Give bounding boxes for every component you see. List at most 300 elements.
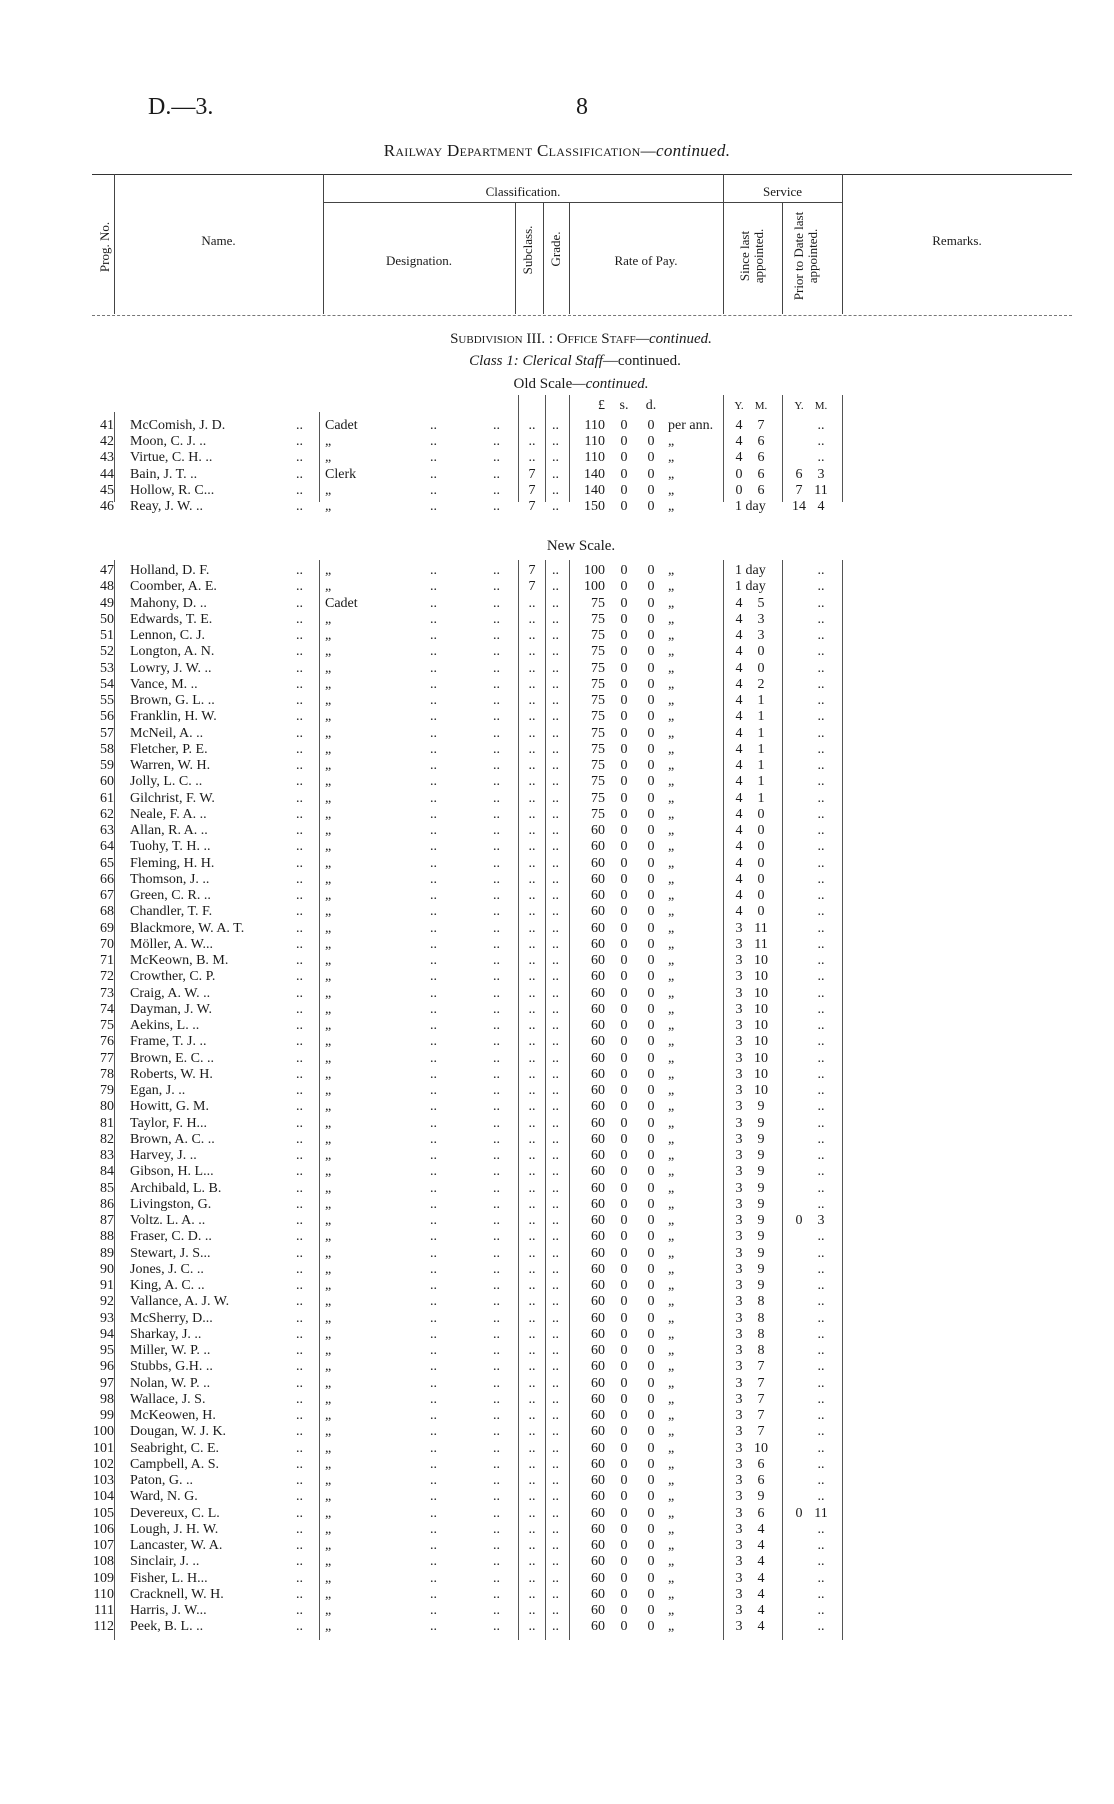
prog-no: 90: [100, 1261, 114, 1277]
rate-shillings: 0: [620, 450, 628, 466]
subclass: ..: [528, 1018, 536, 1033]
leader-dots: ..: [296, 1148, 303, 1163]
leader-dots: ..: [493, 434, 500, 450]
employee-name: Bain, J. T. ..: [130, 466, 198, 482]
rate-shillings: 0: [620, 1359, 628, 1375]
rate-pence: 0: [647, 1034, 655, 1050]
subclass: ..: [528, 1489, 536, 1505]
leader-dots: ..: [296, 709, 303, 725]
rate-period: „: [668, 1440, 675, 1456]
subclass: ..: [528, 1213, 536, 1228]
since-years: 4: [735, 693, 743, 708]
old-scale-title: Old Scale: [513, 376, 573, 392]
leader-dots: ..: [296, 1050, 303, 1066]
employee-name: Stewart, J. S...: [130, 1245, 211, 1261]
column-rule: [545, 560, 546, 1640]
since-months: 9: [757, 1164, 765, 1180]
designation: „: [325, 628, 332, 643]
table-row: [0, 1457, 1114, 1473]
leader-dots: ..: [493, 660, 500, 676]
since-years: 4: [735, 758, 743, 773]
rate-period: „: [668, 1538, 675, 1553]
employee-name: Devereux, C. L.: [130, 1505, 220, 1521]
employee-name: Cracknell, W. H.: [130, 1586, 224, 1602]
prior-months: ..: [817, 985, 825, 1001]
leader-dots: ..: [430, 1278, 437, 1293]
prog-no: 79: [100, 1083, 114, 1098]
prior-months: ..: [817, 888, 825, 903]
prog-no: 108: [93, 1554, 114, 1570]
subdivision-title: Subdivision III. : Office Staff: [450, 331, 636, 347]
leader-dots: ..: [430, 1310, 437, 1326]
rate-shillings: 0: [620, 1001, 628, 1017]
rate-pounds: 60: [591, 823, 605, 838]
leader-dots: ..: [430, 725, 437, 741]
employee-name: Archibald, L. B.: [130, 1180, 222, 1196]
rate-period: „: [668, 774, 675, 790]
rate-shillings: 0: [620, 888, 628, 903]
prior-months: ..: [817, 774, 825, 790]
rate-period: „: [668, 1359, 675, 1375]
designation: „: [325, 1408, 332, 1423]
employee-name: Gilchrist, F. W.: [130, 790, 215, 806]
rate-pence: 0: [647, 644, 655, 660]
leader-dots: ..: [430, 1391, 437, 1407]
rate-period: „: [668, 482, 675, 498]
employee-name: Dougan, W. J. K.: [130, 1424, 227, 1440]
prog-no: 107: [93, 1538, 114, 1553]
designation: „: [325, 693, 332, 708]
prog-no: 104: [93, 1489, 114, 1505]
leader-dots: ..: [430, 499, 437, 514]
rate-period: „: [668, 1083, 675, 1098]
leader-dots: ..: [493, 499, 500, 514]
subclass: ..: [528, 450, 536, 466]
column-rule: [114, 560, 115, 1640]
leader-dots: ..: [296, 1229, 303, 1245]
rate-shillings: 0: [620, 1229, 628, 1245]
grade: ..: [552, 579, 559, 595]
rate-pence: 0: [647, 1359, 655, 1375]
prog-no: 80: [100, 1099, 114, 1115]
rate-period: „: [668, 936, 675, 952]
since-months: 0: [757, 644, 765, 660]
leader-dots: ..: [493, 482, 500, 498]
rate-pounds: 75: [591, 725, 605, 741]
prior-months: ..: [817, 709, 825, 725]
subclass: ..: [528, 595, 536, 611]
employee-name: Howitt, G. M.: [130, 1099, 209, 1115]
grade: ..: [552, 725, 559, 741]
table-row: [0, 1424, 1114, 1440]
leader-dots: ..: [296, 1521, 303, 1537]
subclass: ..: [528, 1245, 536, 1261]
rate-period: „: [668, 709, 675, 725]
leader-dots: ..: [493, 563, 500, 578]
designation: „: [325, 644, 332, 660]
since-years: 3: [735, 1050, 743, 1066]
table-row: [0, 1262, 1114, 1278]
rate-pounds: 60: [591, 1489, 605, 1505]
designation: „: [325, 774, 332, 790]
prog-no: 92: [100, 1294, 114, 1310]
designation: „: [325, 1456, 332, 1472]
prior-months: ..: [817, 855, 825, 871]
designation: „: [325, 725, 332, 741]
rate-shillings: 0: [620, 693, 628, 708]
subclass: ..: [528, 904, 536, 920]
new-scale-heading: New Scale.: [546, 538, 616, 554]
leader-dots: ..: [296, 1196, 303, 1212]
subclass: ..: [528, 871, 536, 887]
grade: ..: [552, 628, 559, 643]
leader-dots: ..: [430, 1115, 437, 1131]
employee-name: Gibson, H. L...: [130, 1164, 214, 1180]
leader-dots: ..: [493, 1375, 500, 1391]
rate-pence: 0: [647, 434, 655, 450]
since-years: 4: [735, 839, 743, 855]
column-rule: [782, 395, 783, 502]
grade: ..: [552, 936, 559, 952]
rate-pence: 0: [647, 1066, 655, 1082]
rate-pence: 0: [647, 676, 655, 692]
leader-dots: ..: [296, 985, 303, 1001]
table-row: [0, 644, 1114, 660]
table-row: [0, 1051, 1114, 1067]
subclass: ..: [528, 969, 536, 985]
rate-shillings: 0: [620, 644, 628, 660]
subclass: ..: [528, 1294, 536, 1310]
rate-pence: 0: [647, 871, 655, 887]
leader-dots: ..: [430, 1359, 437, 1375]
rate-pounds: 60: [591, 1456, 605, 1472]
grade: ..: [552, 1570, 559, 1586]
table-row: [0, 709, 1114, 725]
designation: „: [325, 1001, 332, 1017]
employee-name: Jolly, L. C. ..: [130, 774, 203, 790]
prog-no: 112: [93, 1619, 114, 1635]
prior-months: ..: [817, 1083, 825, 1098]
grade: ..: [552, 1083, 559, 1098]
table-row: [0, 579, 1114, 595]
leader-dots: ..: [296, 1489, 303, 1505]
subclass: ..: [528, 1229, 536, 1245]
rate-pounds: 60: [591, 1278, 605, 1293]
since-years: 3: [735, 953, 743, 968]
leader-dots: ..: [493, 936, 500, 952]
prior-months: ..: [817, 904, 825, 920]
leader-dots: ..: [296, 676, 303, 692]
grade: ..: [552, 466, 559, 482]
grade: ..: [552, 1131, 559, 1147]
leader-dots: ..: [493, 806, 500, 822]
leader-dots: ..: [493, 888, 500, 903]
grade: ..: [552, 953, 559, 968]
column-rule: [782, 560, 783, 1640]
grade: ..: [552, 595, 559, 611]
prog-no: 68: [100, 904, 114, 920]
prior-months: ..: [817, 1424, 825, 1440]
since-months: 6: [757, 482, 765, 498]
employee-name: Stubbs, G.H. ..: [130, 1359, 213, 1375]
rate-period: „: [668, 1115, 675, 1131]
prior-months: ..: [817, 611, 825, 627]
employee-name: Sinclair, J. ..: [130, 1554, 200, 1570]
leader-dots: ..: [430, 563, 437, 578]
employee-name: Aekins, L. ..: [130, 1018, 200, 1033]
leader-dots: ..: [430, 920, 437, 936]
rate-shillings: 0: [620, 676, 628, 692]
rate-period: „: [668, 985, 675, 1001]
prog-no: 93: [100, 1310, 114, 1326]
rate-pounds: 140: [584, 466, 605, 482]
since-months: 8: [757, 1294, 765, 1310]
prior-months: ..: [817, 1131, 825, 1147]
rate-period: „: [668, 1554, 675, 1570]
prog-no: 76: [100, 1034, 114, 1050]
prior-months: ..: [817, 1050, 825, 1066]
grade: ..: [552, 1359, 559, 1375]
rate-period: „: [668, 758, 675, 773]
subclass: ..: [528, 1066, 536, 1082]
prior-months: ..: [817, 725, 825, 741]
since-months: 10: [754, 1083, 768, 1098]
prior-months: ..: [817, 450, 825, 466]
subclass: ..: [528, 1359, 536, 1375]
rate-period: „: [668, 1505, 675, 1521]
table-row: [0, 807, 1114, 823]
prog-no: 45: [100, 482, 114, 498]
since-years: 3: [735, 1619, 743, 1635]
since-years: 4: [735, 434, 743, 450]
rate-shillings: 0: [620, 1310, 628, 1326]
rate-pounds: 150: [584, 499, 605, 514]
leader-dots: ..: [296, 1619, 303, 1635]
leader-dots: ..: [430, 579, 437, 595]
leader-dots: ..: [430, 953, 437, 968]
rate-pence: 0: [647, 1619, 655, 1635]
table-row: [0, 1034, 1114, 1050]
since-years: 3: [735, 1278, 743, 1293]
subclass: ..: [528, 1343, 536, 1358]
header-remarks: Remarks.: [932, 233, 982, 248]
designation: „: [325, 709, 332, 725]
since-years: 3: [735, 1180, 743, 1196]
table-row: [0, 1522, 1114, 1538]
grade: ..: [552, 644, 559, 660]
employee-name: McComish, J. D.: [130, 418, 226, 433]
rate-shillings: 0: [620, 563, 628, 578]
designation: „: [325, 1375, 332, 1391]
leader-dots: ..: [493, 1278, 500, 1293]
leader-dots: ..: [493, 1554, 500, 1570]
prior-months: ..: [817, 1554, 825, 1570]
grade: ..: [552, 1245, 559, 1261]
rate-period: „: [668, 1310, 675, 1326]
rate-period: „: [668, 1603, 675, 1618]
rate-period: per ann.: [668, 418, 714, 433]
since-months: 7: [757, 1391, 765, 1407]
rate-pounds: 60: [591, 1538, 605, 1553]
designation: „: [325, 904, 332, 920]
rate-period: „: [668, 1391, 675, 1407]
grade: ..: [552, 1164, 559, 1180]
subclass: ..: [528, 1050, 536, 1066]
prog-no: 65: [100, 855, 114, 871]
leader-dots: ..: [430, 1034, 437, 1050]
prog-no: 66: [100, 871, 114, 887]
rate-period: „: [668, 725, 675, 741]
rate-period: „: [668, 1099, 675, 1115]
prog-no: 78: [100, 1066, 114, 1082]
prog-no: 51: [100, 628, 114, 643]
table-row: [0, 467, 1114, 483]
header-subclass: Subclass.: [520, 225, 535, 275]
grade: ..: [552, 660, 559, 676]
page-number: 8: [576, 94, 588, 120]
rate-shillings: 0: [620, 1424, 628, 1440]
leader-dots: ..: [493, 1066, 500, 1082]
rate-pence: 0: [647, 1408, 655, 1423]
prior-months: ..: [817, 660, 825, 676]
grade: ..: [552, 1424, 559, 1440]
unit-pounds: £: [598, 398, 605, 413]
rate-shillings: 0: [620, 806, 628, 822]
grade: ..: [552, 1294, 559, 1310]
rate-shillings: 0: [620, 1245, 628, 1261]
rate-pounds: 60: [591, 1261, 605, 1277]
prior-months: ..: [817, 1570, 825, 1586]
subclass: ..: [528, 660, 536, 676]
employee-name: Livingston, G.: [130, 1196, 212, 1212]
employee-name: Allan, R. A. ..: [130, 823, 208, 838]
rate-shillings: 0: [620, 466, 628, 482]
header-name: Name.: [201, 233, 236, 248]
since-years: 3: [735, 1213, 743, 1228]
leader-dots: ..: [493, 953, 500, 968]
prog-no: 52: [100, 644, 114, 660]
rate-shillings: 0: [620, 1440, 628, 1456]
grade: ..: [552, 1018, 559, 1033]
header-subrule: [323, 202, 842, 203]
rate-pounds: 60: [591, 871, 605, 887]
subclass: ..: [528, 953, 536, 968]
header-grade: Grade.: [548, 231, 563, 267]
table-row: [0, 1473, 1114, 1489]
prog-no: 58: [100, 741, 114, 757]
since-months: 10: [754, 953, 768, 968]
prog-no: 62: [100, 806, 114, 822]
since-years: 3: [735, 920, 743, 936]
leader-dots: ..: [493, 579, 500, 595]
subclass: ..: [528, 1164, 536, 1180]
rate-pence: 0: [647, 579, 655, 595]
leader-dots: ..: [430, 888, 437, 903]
leader-dots: ..: [493, 676, 500, 692]
grade: ..: [552, 1505, 559, 1521]
subclass: ..: [528, 1375, 536, 1391]
leader-dots: ..: [296, 1326, 303, 1342]
designation: „: [325, 1603, 332, 1618]
leader-dots: ..: [493, 790, 500, 806]
leader-dots: ..: [296, 563, 303, 578]
leader-dots: ..: [493, 1538, 500, 1553]
designation: „: [325, 676, 332, 692]
leader-dots: ..: [296, 1180, 303, 1196]
rate-shillings: 0: [620, 1050, 628, 1066]
grade: ..: [552, 871, 559, 887]
prior-months: ..: [817, 1375, 825, 1391]
subclass: ..: [528, 418, 536, 433]
rate-period: „: [668, 1148, 675, 1163]
leader-dots: ..: [493, 1018, 500, 1033]
rate-period: „: [668, 1343, 675, 1358]
since-months: 9: [757, 1099, 765, 1115]
prior-months: ..: [817, 1180, 825, 1196]
leader-dots: ..: [493, 1473, 500, 1488]
rate-shillings: 0: [620, 855, 628, 871]
rate-pounds: 60: [591, 1310, 605, 1326]
prog-no: 73: [100, 985, 114, 1001]
rate-pounds: 75: [591, 676, 605, 692]
rate-pounds: 60: [591, 1294, 605, 1310]
leader-dots: ..: [296, 466, 303, 482]
prior-months: ..: [817, 676, 825, 692]
rate-shillings: 0: [620, 904, 628, 920]
leader-dots: ..: [493, 871, 500, 887]
since-months: 7: [757, 1375, 765, 1391]
rate-period: „: [668, 1229, 675, 1245]
table-row: [0, 1164, 1114, 1180]
leader-dots: ..: [493, 1148, 500, 1163]
designation: „: [325, 1343, 332, 1358]
since-months: 10: [754, 1001, 768, 1017]
grade: ..: [552, 1115, 559, 1131]
prior-months: ..: [817, 1001, 825, 1017]
rate-shillings: 0: [620, 611, 628, 627]
rate-shillings: 0: [620, 1278, 628, 1293]
prior-months: ..: [817, 1099, 825, 1115]
table-row: [0, 1376, 1114, 1392]
leader-dots: ..: [493, 985, 500, 1001]
rate-period: „: [668, 1294, 675, 1310]
rate-period: „: [668, 434, 675, 450]
since-years: 3: [735, 1261, 743, 1277]
prior-months: 3: [817, 1213, 825, 1228]
rate-pounds: 60: [591, 1083, 605, 1098]
leader-dots: ..: [296, 1018, 303, 1033]
rate-pence: 0: [647, 904, 655, 920]
subclass: ..: [528, 676, 536, 692]
since-months: 6: [757, 1456, 765, 1472]
subclass: ..: [528, 1603, 536, 1618]
leader-dots: ..: [493, 693, 500, 708]
rate-period: „: [668, 823, 675, 838]
subclass: ..: [528, 1619, 536, 1635]
grade: ..: [552, 1603, 559, 1618]
rate-pence: 0: [647, 709, 655, 725]
header-divider: [543, 202, 544, 314]
rate-pounds: 140: [584, 482, 605, 498]
rate-shillings: 0: [620, 1294, 628, 1310]
table-row: [0, 1441, 1114, 1457]
units-row: [0, 398, 1114, 414]
since-months: 0: [757, 855, 765, 871]
since-months: 0: [757, 660, 765, 676]
rate-pounds: 60: [591, 936, 605, 952]
grade: ..: [552, 1050, 559, 1066]
column-rule: [114, 412, 115, 502]
